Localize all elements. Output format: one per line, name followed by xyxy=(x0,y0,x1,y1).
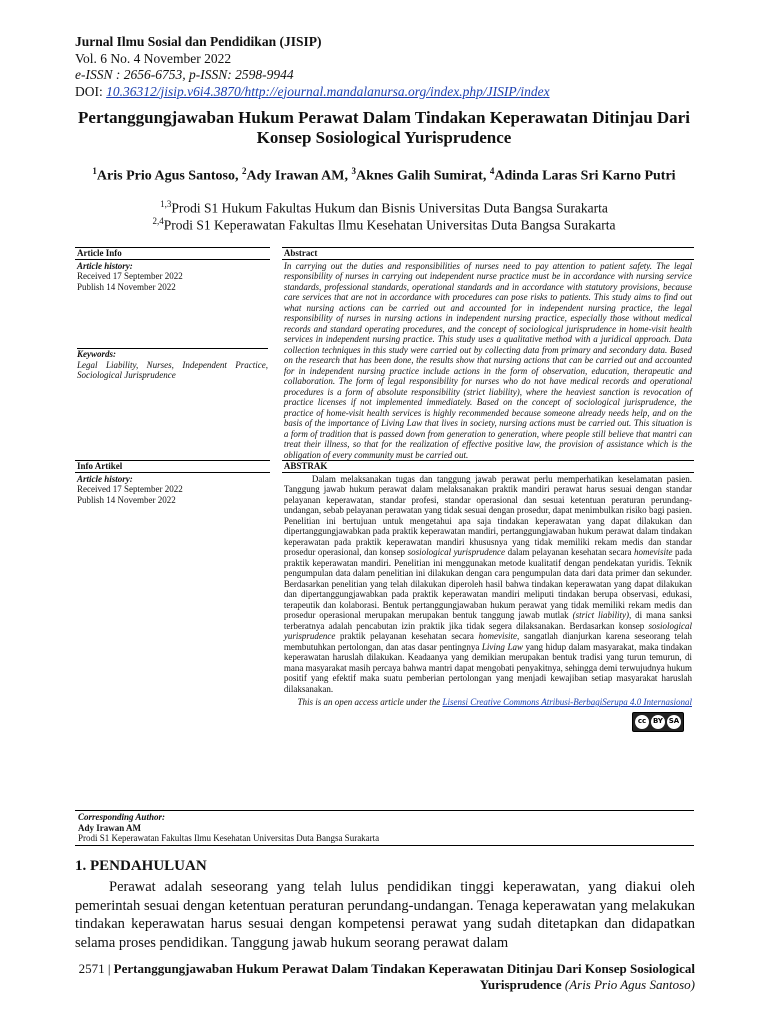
article-info-row xyxy=(75,259,694,461)
corresponding-label: Corresponding Author: xyxy=(78,812,165,822)
affil-text: Prodi S1 Hukum Fakultas Hukum dan Bisnis Universitas Duta Bangsa Surakarta xyxy=(171,200,608,216)
affil-text: Prodi S1 Keperawatan Fakultas Ilmu Kesehatan Universitas Duta Bangsa Surakarta xyxy=(163,217,616,233)
corresponding-author xyxy=(75,810,694,846)
abstract-label: Abstract xyxy=(282,248,694,260)
abstrak-indonesia: Dalam melaksanakan tugas dan tanggung jawab perawat perlu memperhatikan keselamatan pasien. Tanggung jawab hukum perawat dalam melaksanakan praktik mandiri perawat harus sesuai dengan standar pelayanan keperawatan, standar profesi, standar operasional dan sesuai ketentuan peraturan perundang-undangan, sebab pelayanan perawatan yang tidak sesuai dengan prosedur, dapat menimbulkan risiko bagi pasien. Penelitian ini bertujuan untuk mengetahui apa saja tindakan keperawatan yang dapat dilakukan dan dipertanggungjawabkan pada praktik keperawatan mandiri, pertanggungjawaban hukum perawat dalam tindakan keperawatan pada praktik keperawatan mandiri khususnya yang tidak memiliki rekam medis dan standar prosedur operasional, dan konsep sosiological yurisprudence dalam pelayanan kesehatan secara homevisite pada praktik keperawatan mandiri. Penelitian ini menggunakan metode kualitatif dengan pendekatan yuridis. Teknik pengumpulan data dalam penelitian ini dilakukan dengan cara pengumpulan data dari data primer dan sekunder. Berdasarkan penelitian yang telah dilakukan diperoleh hasil bahwa tindakan keperawatan yang dapat dilakukan dan dipertanggungjawabkan pada praktik keperawatan mandiri meliputi tindakan berupa observasi, edukasi, terapeutik dan kolaborasi. Bentuk pertanggungjawaban hukum perawat yang tidak memiliki rekam medis dan prosedur operasional merupakan merupakan bentuk tanggung jawab mutlak (strict liability), di mana sanksi terberatnya adalah pencabutan izin praktik jika tidak segera dilaksanakan. Berdasarkan konsep sosiological yurisprudence praktik pelayanan kesehatan secara homevisite, sangatlah dianjurkan karena seseorang telah membutuhkan pertolongan, dan atas dasar pentingnya Living Law yang hidup dalam masyarakat, maka tindakan keperawatan haruslah dilakukan. Keadaanya yang demikian merupakan bentuk tradisi yang turun temurun, di mana masyarakat masih percaya bahwa mantri dapat mengobati penyakitnya, sehingga demi terwujudnya hukum positif yang efektif maka suatu pemberian pertolongan yang menjadi kewajiban setiap masyarakat haruslah dilaksanakan. xyxy=(283,473,693,694)
doi-label: DOI: xyxy=(75,83,107,99)
author-1: Aris Prio Agus Santoso, xyxy=(96,168,242,184)
cc-by-sa-icon[interactable] xyxy=(632,712,684,732)
section-heading: 1. PENDAHULUAN xyxy=(75,858,207,874)
footer-author: (Aris Prio Agus Santoso) xyxy=(561,977,695,992)
author-3: Aknes Galih Sumirat, xyxy=(356,168,490,184)
article-info-label: Article Info xyxy=(75,248,270,260)
page-number: 2571 | xyxy=(78,961,114,976)
received-date: Received 17 September 2022 xyxy=(77,484,183,494)
journal-issn: e-ISSN : 2656-6753, p-ISSN: 2598-9944 xyxy=(75,67,294,82)
info-artikel-row xyxy=(75,472,694,732)
author-sup: 1 xyxy=(92,166,97,176)
article-info-table xyxy=(75,247,694,732)
author-list xyxy=(70,162,698,186)
keywords-text: Legal Liability, Nurses, Independent Practice, Sociological Jurisprudence xyxy=(77,359,269,380)
corresponding-name: Ady Irawan AM xyxy=(78,822,142,833)
footer-title: Pertanggungjawaban Hukum Perawat Dalam Tindakan Keperawatan Ditinjau Dari Konsep Sosiological Yurisprudence xyxy=(113,961,695,992)
affiliation-2 xyxy=(70,213,698,234)
abstract-english: In carrying out the duties and responsibilities of nurses need to pay attention to patient safety. The legal responsibility of nurses in carrying out independent nurse practice must be in accordance with nursing service standards, professional standards, operational standards and in accordance with statutory provisions, because care services that are not in accordance with procedures can pose risks to patients. This study aims to find out what nursing actions can be carried out and accounted for in independent nursing practice, the legal responsibility of nurses in nursing actions in independent nursing practice, especially those without medical records and standard operating procedures, and the concept of sociological jurisprudence in home-visit health services in independent nursing practice. This study uses a qualitative method with a juridical approach. Data collection techniques in this study were carried out by collecting data from primary and secondary data. Based on the research that has been done, the results show that nursing actions that can be carried out and accounted for in independent nursing practice include actions in the form of observation, education, therapeutic and collaboration. The form of legal responsibility for nurses who do not have medical records and operational procedures is a form of absolute responsibility (strict liability), where the heaviest sanction is revocation of practice licenses if not implemented immediately. Based on the concept of sociological jurisprudence, the practice of home-visit health services is highly recommended because someone already needs help, and on the basis of the importance of Living Law that lives in society, nursing actions must be carried out. This situation is a form of tradition that is passed down from generation to generation, where people still believe that mantri can treat their illness, so that for the realization of effective positive law, the provision of assistance which is the obligation of every community must be carried out. xyxy=(283,260,692,460)
info-artikel-label: Info Artikel xyxy=(75,461,270,473)
by-icon: BY xyxy=(651,715,665,729)
author-sup: 3 xyxy=(351,166,357,176)
doi-link[interactable]: 10.36312/jisip.v6i4.3870/http://ejournal.mandalanursa.org/index.php/JISIP/index xyxy=(106,83,550,99)
author-4: Adinda Laras Sri Karno Putri xyxy=(494,168,676,184)
publish-date: Publish 14 November 2022 xyxy=(77,281,176,292)
received-date: Received 17 September 2022 xyxy=(77,271,183,281)
intro-paragraph: Perawat adalah seseorang yang telah lulus pendidikan tinggi keperawatan, yang diakui oleh pemerintah sesuai dengan ketentuan peraturan perundang-undangan. Tenaga keperawatan yang melakukan tindakan keperawatan harus sesuai dengan kompetensi perawat yang sudah ditetapkan dan didapatkan selama proses pendidikan. Tanggung jawab hukum seorang perawat dalam xyxy=(75,879,695,951)
journal-header xyxy=(75,34,695,100)
info-artikel-header xyxy=(75,461,694,473)
keywords-label: Keywords: xyxy=(77,349,116,359)
affil-sup: 2,4 xyxy=(152,216,164,226)
journal-volume: Vol. 6 No. 4 November 2022 xyxy=(75,50,232,66)
article-info-header xyxy=(75,248,694,260)
history-label: Article history: xyxy=(77,260,133,271)
sa-icon: SA xyxy=(667,715,681,729)
author-sup: 4 xyxy=(489,166,495,176)
history-label: Article history: xyxy=(77,473,133,484)
journal-doi xyxy=(75,84,695,101)
license-note: This is an open access article under the Lisensi Creative Commons Atribusi-BerbagiSerupa 4.0 Internasional xyxy=(297,697,692,707)
license-badge-wrap xyxy=(284,712,684,732)
author-sup: 2 xyxy=(242,166,247,176)
author-2: Ady Irawan AM, xyxy=(246,168,352,184)
abstrak-label: ABSTRAK xyxy=(282,461,694,473)
journal-name: Jurnal Ilmu Sosial dan Pendidikan (JISIP) xyxy=(75,34,322,49)
paper-title: Pertanggungjawaban Hukum Perawat Dalam Tindakan Keperawatan Ditinjau Dari Konsep Sosiological Yurisprudence xyxy=(78,108,690,147)
cc-icon: cc xyxy=(635,715,649,729)
corresponding-affil: Prodi S1 Keperawatan Fakultas Ilmu Kesehatan Universitas Duta Bangsa Surakarta xyxy=(78,833,380,843)
publish-date: Publish 14 November 2022 xyxy=(77,494,176,505)
affil-sup: 1,3 xyxy=(160,199,172,209)
page-footer xyxy=(75,961,695,993)
license-link[interactable]: Lisensi Creative Commons Atribusi-BerbagiSerupa 4.0 Internasional xyxy=(442,697,692,707)
